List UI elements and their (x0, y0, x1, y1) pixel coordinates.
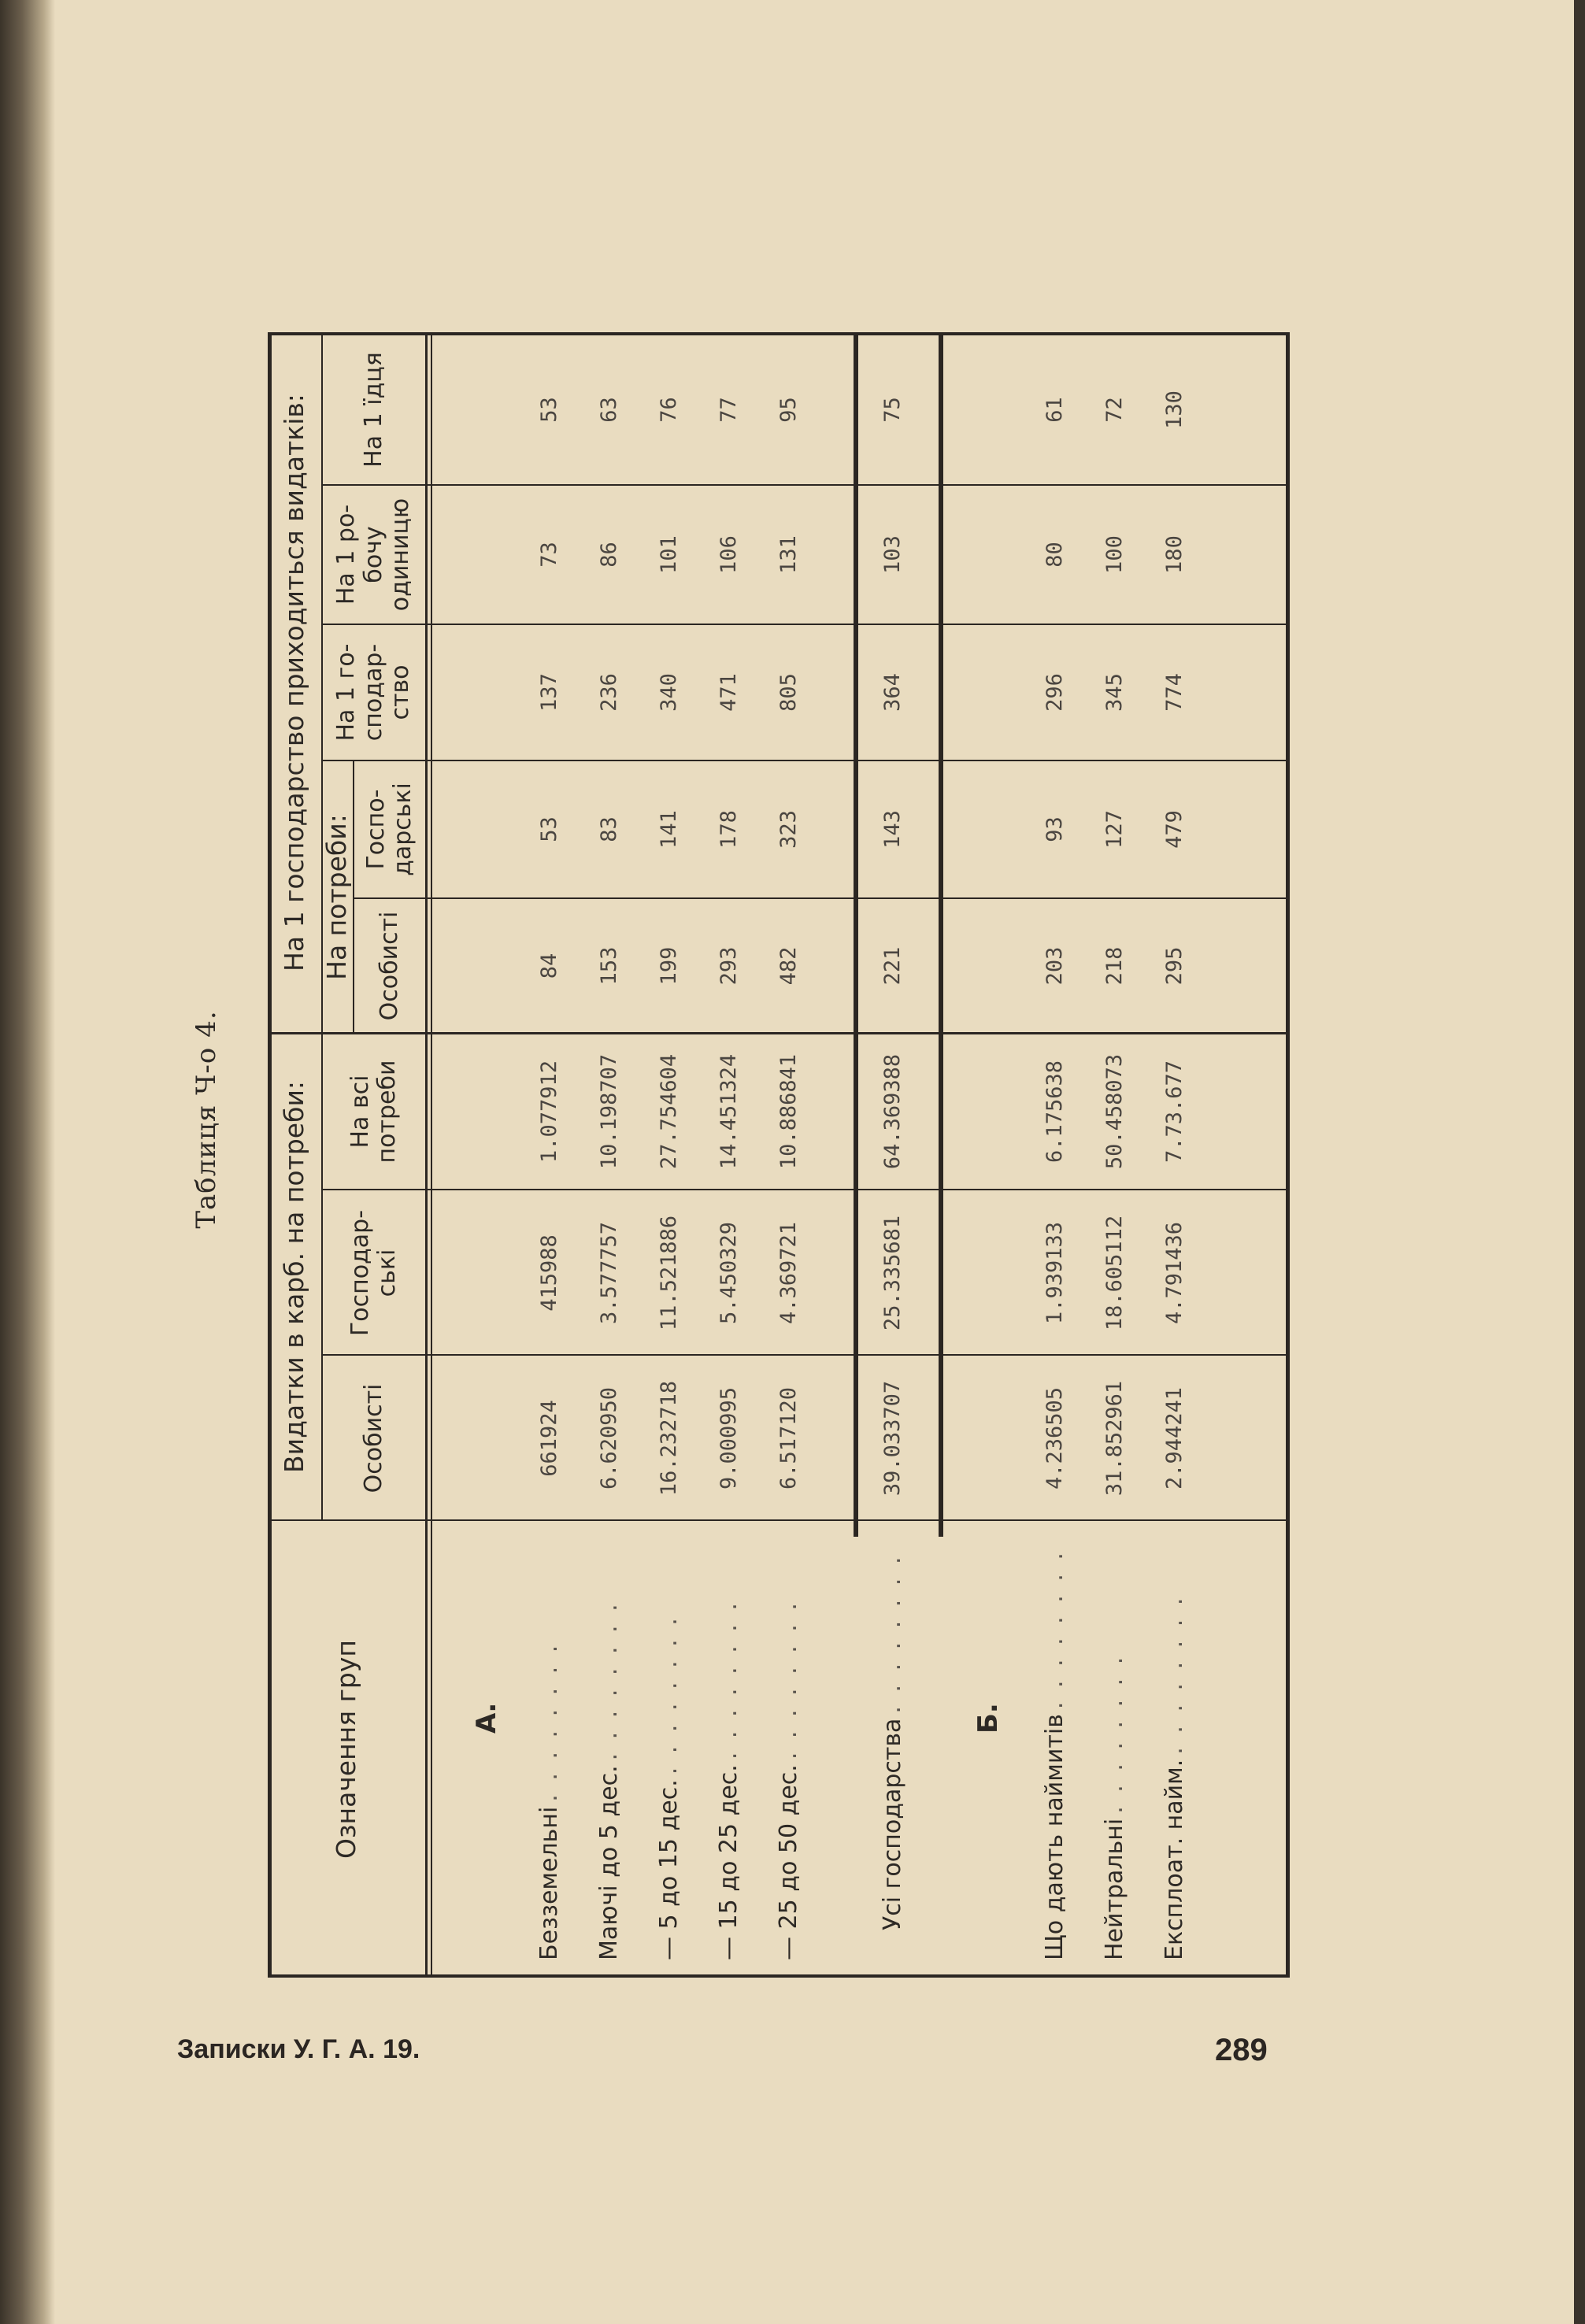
row-label-text: — 15 до 25 дес. (714, 1764, 743, 1960)
table-cell: 199 (656, 946, 681, 986)
table-cell: 39.033707 (880, 1380, 905, 1497)
table-cell: 101 (656, 535, 681, 574)
header-per-eater: На 1 їдця (359, 352, 387, 468)
table-cell: 86 (596, 542, 621, 568)
table-cell: 323 (776, 810, 801, 849)
table-cell: 295 (1161, 946, 1187, 986)
table-bottom-rule (1286, 332, 1290, 1978)
table-cell: 64.369388 (880, 1053, 905, 1170)
table-cell: 6.620950 (596, 1386, 621, 1490)
header-per-farm-total: На 1 го- сподар- ство (332, 643, 415, 742)
table-cell: 4.791436 (1161, 1221, 1187, 1325)
section-a-label: А. (471, 1702, 502, 1734)
table-cell: 84 (536, 953, 561, 979)
table-cell: 143 (880, 810, 905, 849)
row-label-text: Нейтральні (1100, 1818, 1128, 1960)
header-expenses-personal: Особисті (359, 1383, 387, 1493)
table-cell: 83 (596, 816, 621, 842)
table-cell: 6.175638 (1042, 1060, 1067, 1164)
header-rule-2 (431, 332, 432, 1978)
row-label-text: — 5 до 15 дес. (654, 1779, 683, 1960)
table-cell: 296 (1042, 673, 1067, 712)
leader-dots: . . . . . . . . (774, 1600, 802, 1760)
table-cell: 774 (1161, 673, 1187, 712)
table-cell: 72 (1102, 397, 1127, 423)
table-cell: 61 (1042, 397, 1067, 423)
table-cell: 805 (776, 673, 801, 712)
leader-dots: . . . . . . . . (1160, 1594, 1188, 1755)
table-cell: 7.73.677 (1161, 1060, 1187, 1164)
table-cell: 471 (716, 673, 741, 712)
table-cell: 103 (880, 535, 905, 574)
total-rule-bottom (939, 332, 943, 1537)
leader-dots: . . . . . . . . (594, 1601, 623, 1761)
table-cell: 25.335681 (880, 1215, 905, 1331)
table-cell: 180 (1161, 535, 1187, 574)
leader-dots: . . . . . . . . (714, 1600, 743, 1760)
table-cell: 75 (880, 397, 905, 423)
table-cell: 661924 (536, 1400, 561, 1477)
table-cell: 4.236505 (1042, 1386, 1067, 1490)
table-cell: 130 (1161, 390, 1187, 429)
table-cell: 221 (880, 946, 905, 986)
table-cell: 153 (596, 946, 621, 986)
table-cell: 5.450329 (716, 1221, 741, 1325)
header-per-worker: На 1 ро- бочу одиницю (332, 498, 415, 612)
header-group-name: Означення груп (331, 1640, 362, 1860)
table-cell: 73 (536, 542, 561, 568)
table-cell: 10.198707 (596, 1053, 621, 1170)
table-cell: 50.458073 (1102, 1053, 1127, 1170)
table-cell: 18.605112 (1102, 1215, 1127, 1331)
table-cell: 4.369721 (776, 1221, 801, 1325)
table-cell: 1.077912 (536, 1060, 561, 1164)
table-cell: 93 (1042, 816, 1067, 842)
row-label-text: Експлоат. найм. (1160, 1759, 1188, 1960)
table-cell: 27.754604 (656, 1053, 681, 1170)
leader-dots: . . . . . . . . (535, 1641, 563, 1802)
row-label (761, 1527, 816, 1960)
row-label-text: Усі господарства (878, 1718, 906, 1930)
header-expenses-household: Господар- ські (346, 1209, 401, 1337)
row-label (641, 1527, 696, 1960)
row-label (1087, 1527, 1142, 1960)
row-label-text: Що дають наймитів (1040, 1714, 1068, 1960)
table-cell: 3.577757 (596, 1221, 621, 1325)
table-cell: 131 (776, 535, 801, 574)
row-label-text: — 25 до 50 дес. (774, 1764, 802, 1960)
row-label-text: Безземельні (535, 1806, 563, 1960)
table-cell: 100 (1102, 535, 1127, 574)
total-rule-top (854, 332, 858, 1537)
table-cell: 63 (596, 397, 621, 423)
row-label (521, 1527, 576, 1960)
table-cell: 218 (1102, 946, 1127, 986)
table-cell: 141 (656, 810, 681, 849)
table-cell: 340 (656, 673, 681, 712)
table-cell: 127 (1102, 810, 1127, 849)
table-cell: 106 (716, 535, 741, 574)
table-cell: 11.521886 (656, 1215, 681, 1331)
table-cell: 10.886841 (776, 1053, 801, 1170)
header-needs-household: Госпо- дарські (361, 783, 417, 876)
header-needs: На потреби: (321, 814, 353, 980)
leader-dots: . . . . . . . . (1100, 1653, 1128, 1814)
header-per-farm: На 1 господарство приходиться видатків: (279, 394, 310, 971)
table-cell: 80 (1042, 542, 1067, 568)
table-caption: Таблиця Ч-о 4. (191, 1010, 222, 1229)
leader-dots: . . . . . . . . (654, 1615, 683, 1775)
table-cell: 178 (716, 810, 741, 849)
header-needs-personal: Особисті (375, 911, 403, 1021)
table-cell: 31.852961 (1102, 1380, 1127, 1497)
table-cell: 364 (880, 673, 905, 712)
row-label-text: Маючі до 5 дес. (594, 1765, 623, 1960)
table-cell: 203 (1042, 946, 1067, 986)
row-label (1146, 1527, 1202, 1960)
table-cell: 2.944241 (1161, 1386, 1187, 1490)
row-label (865, 1497, 920, 1930)
footer-page-number: 289 (1215, 2033, 1268, 2067)
table-cell: 9.000995 (716, 1386, 741, 1490)
table-cell: 1.939133 (1042, 1221, 1067, 1325)
table-cell: 479 (1161, 810, 1187, 849)
footer-journal: Записки У. Г. А. 19. (177, 2034, 420, 2064)
leader-dots: . . . . . . . . (878, 1553, 906, 1714)
table-cell: 415988 (536, 1234, 561, 1312)
table-cell: 236 (596, 673, 621, 712)
table-cell: 345 (1102, 673, 1127, 712)
table-cell: 137 (536, 673, 561, 712)
table-cell: 6.517120 (776, 1386, 801, 1490)
row-label (701, 1527, 756, 1960)
table-cell: 14.451324 (716, 1053, 741, 1170)
table-cell: 95 (776, 397, 801, 423)
table-cell: 482 (776, 946, 801, 986)
data-table (268, 332, 1291, 1978)
leader-dots: . . . . . . . . (1040, 1549, 1068, 1710)
table-cell: 53 (536, 816, 561, 842)
header-rule (425, 332, 428, 1978)
table-cell: 293 (716, 946, 741, 986)
table-cell: 53 (536, 397, 561, 423)
header-expenses: Видатки в карб. на потреби: (279, 1080, 310, 1474)
row-label (581, 1527, 636, 1960)
header-expenses-all: На всі потреби (346, 1060, 401, 1164)
table-cell: 16.232718 (656, 1380, 681, 1497)
row-label (1027, 1527, 1082, 1960)
section-b-label: Б. (972, 1703, 1004, 1734)
table-cell: 77 (716, 397, 741, 423)
table-cell: 76 (656, 397, 681, 423)
